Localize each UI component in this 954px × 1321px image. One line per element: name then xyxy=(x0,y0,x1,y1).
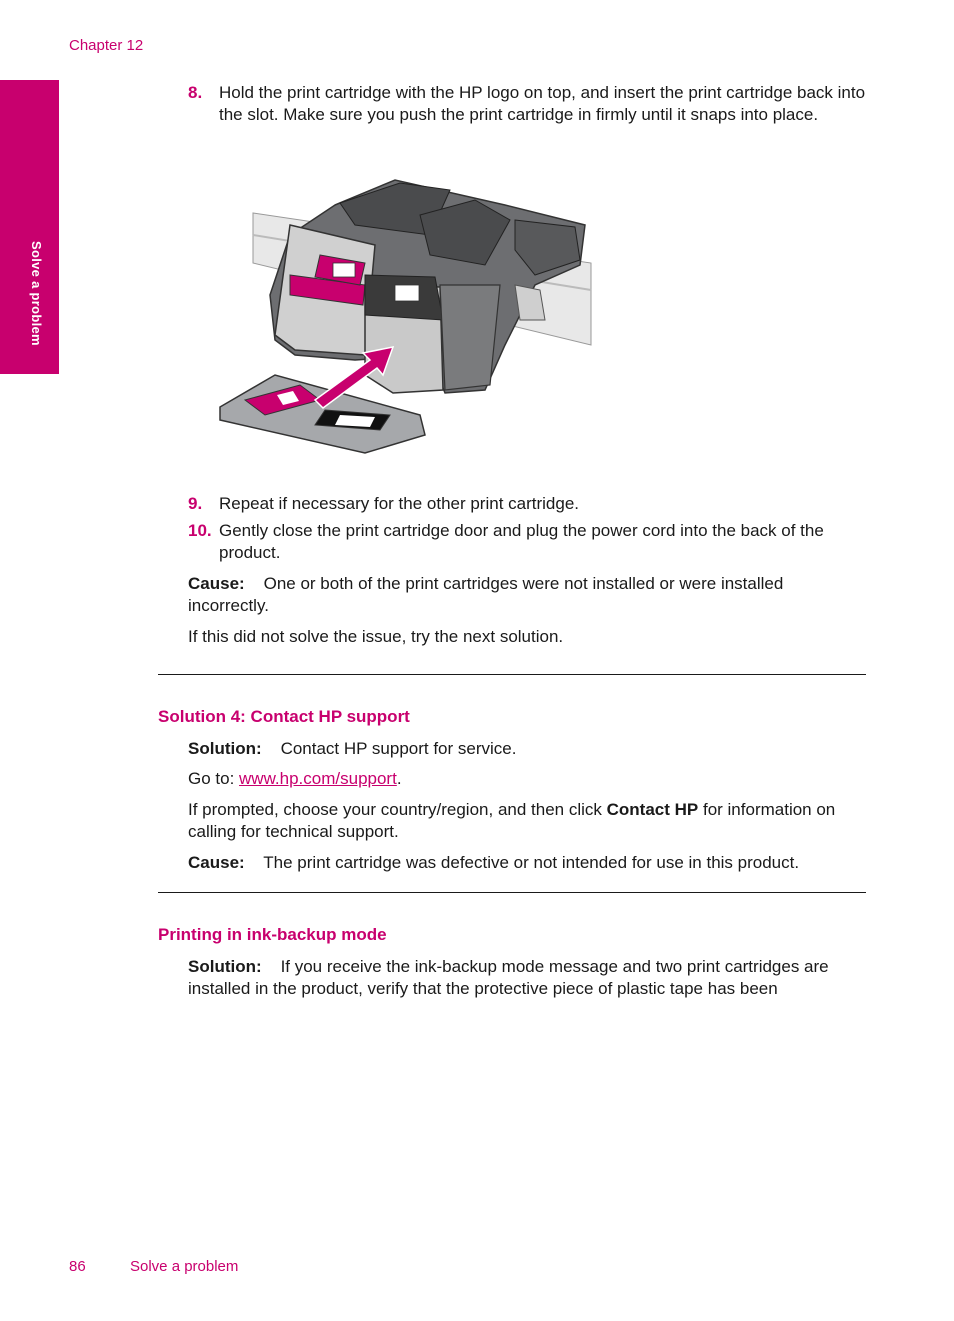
step-text: Hold the print cartridge with the HP logo on top, and insert the print cartridge back into the slot. Make sure you push the print cartridge in firmly until it snaps into place. xyxy=(219,83,866,124)
step-9 xyxy=(188,493,868,515)
cause-text: The print cartridge was defective or not intended for use in this product. xyxy=(263,853,800,872)
step-number: 9. xyxy=(188,494,203,513)
goto-paragraph xyxy=(188,768,868,790)
goto-suffix: . xyxy=(396,769,402,788)
cause-text: One or both of the print cartridges were not installed or were installed incorrectly. xyxy=(188,574,784,615)
cause-paragraph-2 xyxy=(188,852,868,874)
step-text: Gently close the print cartridge door and plug the power cord into the back of the product. xyxy=(219,521,824,562)
prompt-suffix: for information on calling for technical support. xyxy=(188,800,836,841)
cause-paragraph xyxy=(188,573,868,617)
solution-text: If you receive the ink-backup mode message and two print cartridges are installed in the product, verify that the protective piece of plastic tape has been xyxy=(188,957,829,998)
section-divider xyxy=(158,674,866,675)
side-tab-label: Solve a problem xyxy=(29,241,44,346)
hp-support-link[interactable]: www.hp.com/support xyxy=(239,769,397,788)
prompt-prefix: If prompted, choose your country/region, and then click xyxy=(188,800,607,819)
chapter-header: Chapter 12 xyxy=(69,37,144,54)
goto-prefix: Go to: xyxy=(188,769,240,788)
contact-hp-label: Contact HP xyxy=(606,800,699,819)
footer-title: Solve a problem xyxy=(130,1258,239,1275)
cause-label: Cause: xyxy=(188,574,245,593)
step-text: Repeat if necessary for the other print cartridge. xyxy=(219,494,580,513)
step-number: 8. xyxy=(188,83,203,102)
solution-label: Solution: xyxy=(188,739,262,758)
solution-4-heading: Solution 4: Contact HP support xyxy=(158,707,410,726)
step-number: 10. xyxy=(188,521,212,540)
ink-backup-solution-paragraph xyxy=(188,956,868,1000)
solution-text: Contact HP support for service. xyxy=(280,739,517,758)
solution-label: Solution: xyxy=(188,957,262,976)
next-solution-text: If this did not solve the issue, try the next solution. xyxy=(188,627,564,646)
prompt-paragraph xyxy=(188,799,868,843)
step-10 xyxy=(188,520,868,564)
solution-paragraph xyxy=(188,738,868,760)
cartridge-insertion-illustration xyxy=(215,175,595,460)
page-number: 86 xyxy=(69,1258,86,1275)
section-divider xyxy=(158,892,866,893)
step-8 xyxy=(188,82,868,126)
ink-backup-heading: Printing in ink-backup mode xyxy=(158,925,387,944)
cause-label: Cause: xyxy=(188,853,245,872)
